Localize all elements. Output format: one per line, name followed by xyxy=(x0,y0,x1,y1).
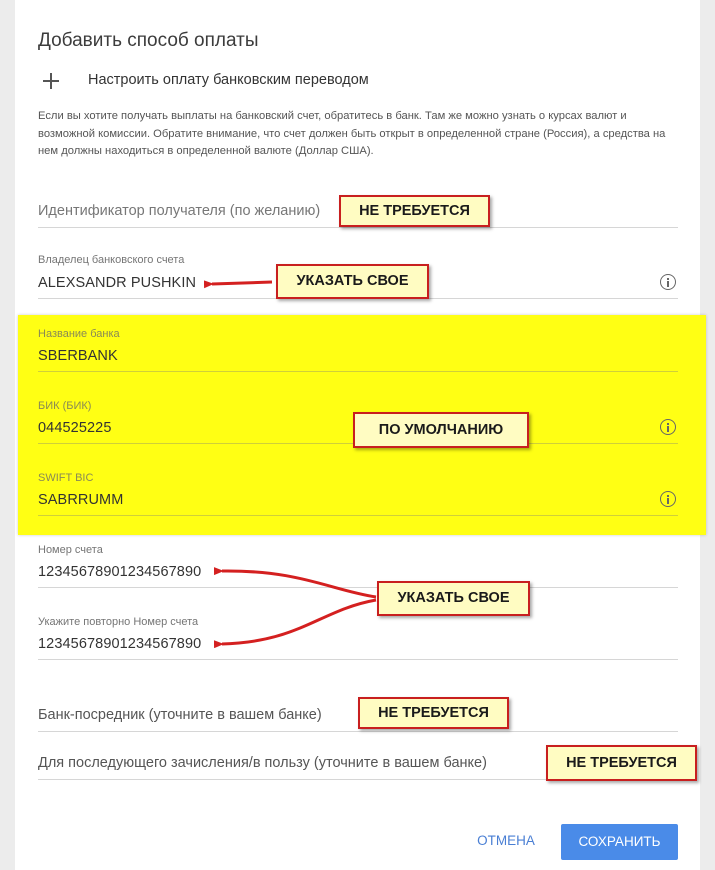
bik-label: БИК (БИК) xyxy=(38,400,92,412)
arrow-to-account-holder xyxy=(212,282,272,284)
intermediary-bank-placeholder: Банк-посредник (уточните в вашем банке) xyxy=(38,707,322,723)
arrow-to-account-number-repeat xyxy=(222,600,376,644)
bank-info-note: Если вы хотите получать выплаты на банковский счет, обратитесь в банк. Там же можно узнать о курсах валют и возможной комиссии. Обратите внимание, что счет должен быть открыт в определенной стране (Россия), а средства на нем должны находиться в определенной валюте (Доллар США). xyxy=(38,110,666,157)
callout-specify-own: УКАЗАТЬ СВОЕ xyxy=(377,581,530,616)
swift-label: SWIFT BIC xyxy=(38,472,94,484)
account-number-value[interactable]: 12345678901234567890 xyxy=(38,564,202,580)
dialog-title: Добавить способ оплаты xyxy=(38,30,259,51)
arrow-to-account-number xyxy=(222,571,376,597)
save-button[interactable]: СОХРАНИТЬ xyxy=(561,824,678,860)
callout-not-required: НЕ ТРЕБУЕТСЯ xyxy=(546,745,697,781)
account-number-repeat-value[interactable]: 12345678901234567890 xyxy=(38,636,202,652)
recipient-id-placeholder: Идентификатор получателя (по желанию) xyxy=(38,203,321,219)
account-holder-value[interactable]: ALEXSANDR PUSHKIN xyxy=(38,275,197,291)
bank-name-label: Название банка xyxy=(38,328,120,340)
account-holder-label: Владелец банковского счета xyxy=(38,254,185,266)
cancel-button[interactable]: ОТМЕНА xyxy=(477,833,535,848)
swift-value[interactable]: SABRRUMM xyxy=(38,492,124,508)
callout-not-required: НЕ ТРЕБУЕТСЯ xyxy=(358,697,509,729)
callout-not-required: НЕ ТРЕБУЕТСЯ xyxy=(339,195,490,227)
further-credit-placeholder: Для последующего зачисления/в пользу (уточните в вашем банке) xyxy=(38,755,487,771)
add-bank-transfer-link[interactable]: Настроить оплату банковским переводом xyxy=(88,72,369,88)
bik-value[interactable]: 044525225 xyxy=(38,420,112,436)
account-number-repeat-label: Укажите повторно Номер счета xyxy=(38,616,199,628)
bank-name-value[interactable]: SBERBANK xyxy=(38,348,118,364)
account-number-label: Номер счета xyxy=(38,544,103,556)
callout-specify-own: УКАЗАТЬ СВОЕ xyxy=(276,264,429,299)
callout-default: ПО УМОЛЧАНИЮ xyxy=(353,412,529,448)
